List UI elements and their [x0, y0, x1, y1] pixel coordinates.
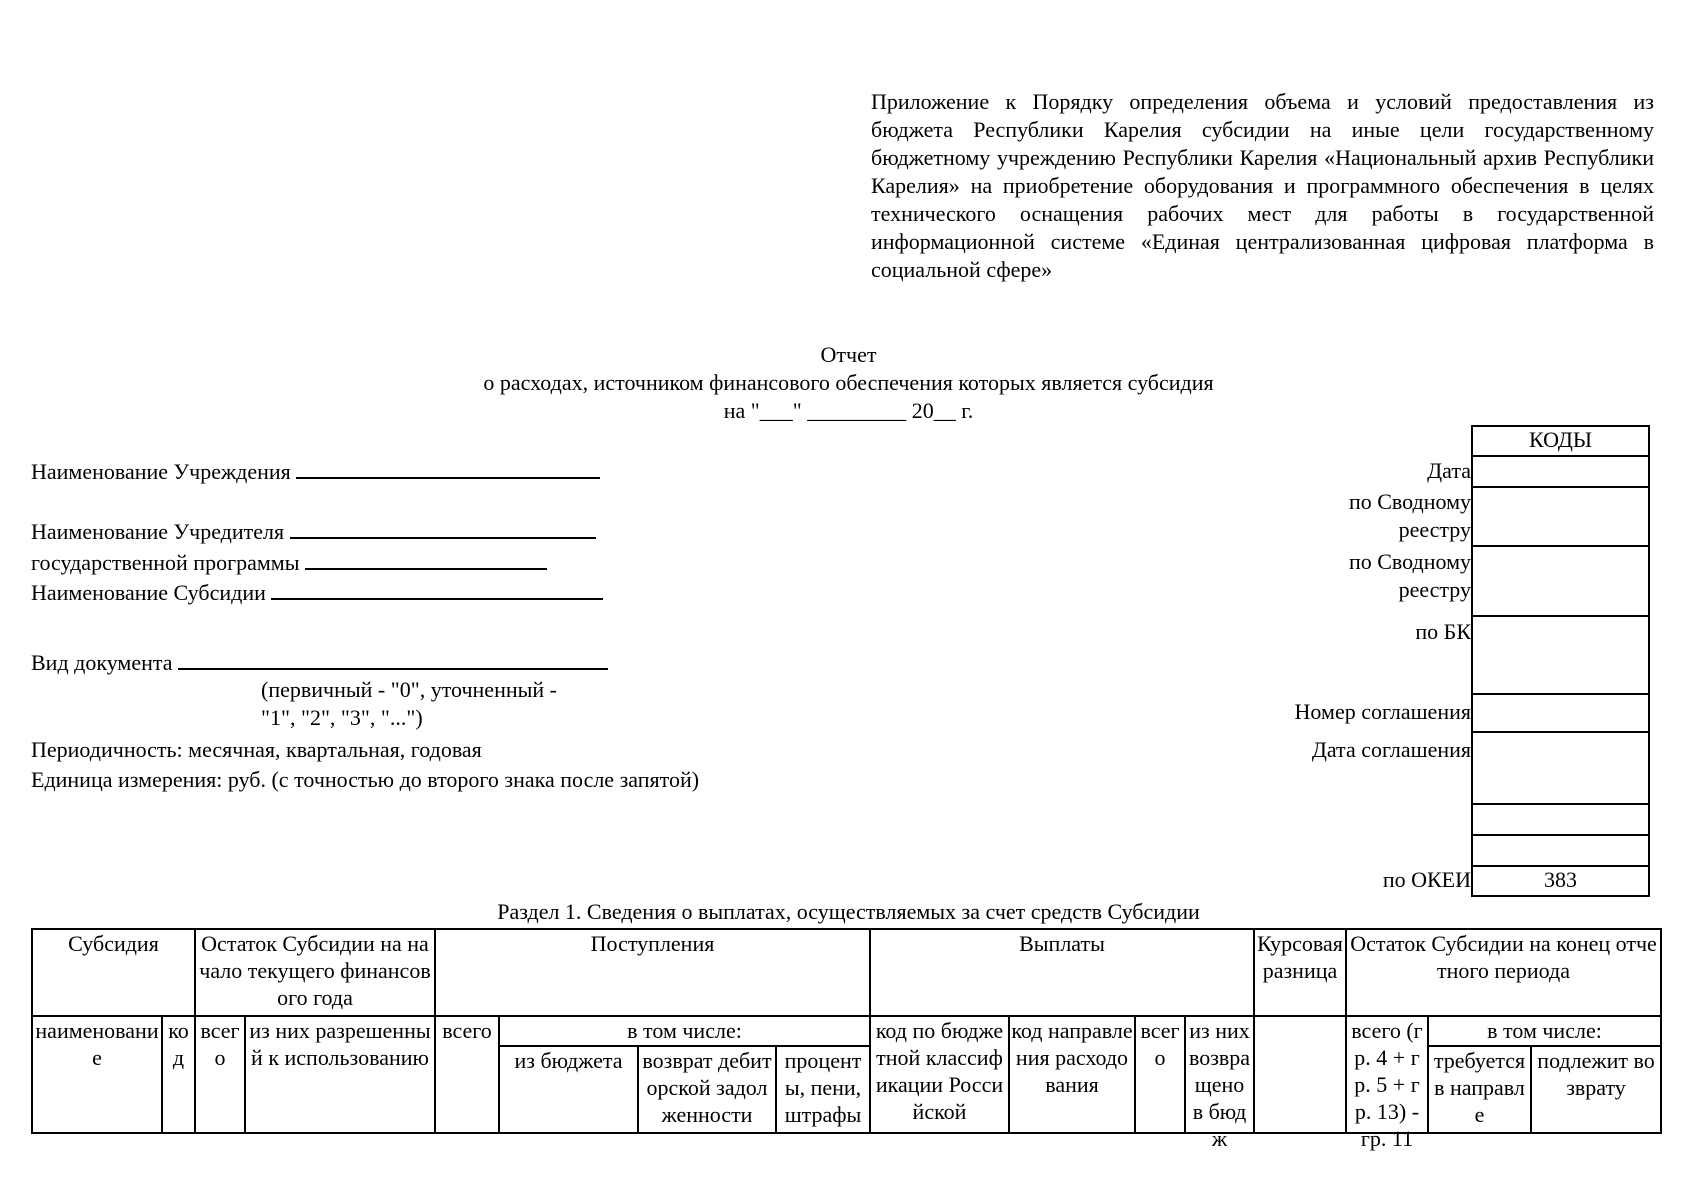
label-date: Дата: [1427, 458, 1471, 483]
code-cell-agreement-no[interactable]: [1471, 693, 1650, 733]
report-title-line3: на "___" _________ 20__ г.: [723, 398, 974, 423]
code-cell-registry-1[interactable]: [1471, 486, 1650, 547]
th-payments: [870, 929, 1254, 1016]
code-cell-extra-1[interactable]: [1471, 803, 1650, 836]
th-required: [1428, 1046, 1531, 1133]
th-end-including: [1428, 1016, 1661, 1046]
th-bk-code-text: код по бюджетной классификации Российской: [875, 1018, 1004, 1124]
label-registry-1b: реестру: [1398, 517, 1471, 542]
th-pay-total: [1135, 1016, 1185, 1133]
code-cell-extra-2[interactable]: [1471, 834, 1650, 867]
th-end-including-text: в том числе:: [1487, 1018, 1602, 1043]
field-institution: [31, 457, 600, 486]
th-receipts: [435, 929, 870, 1016]
th-returned-text: из них возвращено в бюдж: [1188, 1018, 1251, 1151]
th-total-text: всего: [200, 1018, 240, 1070]
code-cell-agreement-date[interactable]: [1471, 731, 1650, 805]
th-to-return: [1531, 1046, 1661, 1133]
th-interest-text: проценты, пени, штрафы: [784, 1048, 862, 1127]
field-institution-label: Наименование Учреждения: [31, 459, 291, 484]
th-subsidy: [32, 929, 195, 1016]
th-from-budget-text: из бюджета: [514, 1048, 623, 1073]
section1-table: [31, 928, 1662, 1151]
th-direction-text: код направления расходования: [1011, 1018, 1133, 1097]
th-rec-total: [435, 1016, 499, 1133]
th-subsidy-text: Субсидия: [68, 931, 159, 956]
code-cell-okei: 383: [1471, 865, 1650, 897]
th-including-text: в том числе:: [627, 1018, 742, 1043]
code-cell-registry-2[interactable]: [1471, 545, 1650, 617]
label-okei: по ОКЕИ: [1382, 867, 1471, 892]
th-direction: [1009, 1016, 1135, 1133]
th-balance-start-text: Остаток Субсидии на начало текущего финансового года: [199, 931, 431, 1010]
field-subsidy: [31, 578, 603, 607]
field-founder-line[interactable]: [290, 517, 596, 539]
report-title: [0, 341, 1697, 425]
th-rec-total-text: всего: [442, 1018, 492, 1043]
report-title-line1: Отчет: [820, 342, 877, 367]
th-exchange-text: Курсовая разница: [1257, 931, 1343, 983]
label-registry-2a: по Сводному: [1348, 549, 1471, 574]
th-including: [499, 1016, 870, 1046]
doc-type-hint-2: "1", "2", "3", "..."): [261, 705, 423, 730]
codes-header: КОДЫ: [1471, 425, 1650, 457]
th-receipts-text: Поступления: [590, 931, 715, 956]
th-total: [195, 1016, 245, 1133]
th-pay-total-text: всего: [1140, 1018, 1180, 1070]
th-balance-start: [195, 929, 435, 1016]
code-cell-date[interactable]: [1471, 455, 1650, 488]
doc-type-hint-1: (первичный - "0", уточненный -: [261, 677, 557, 702]
field-program-line[interactable]: [305, 548, 547, 570]
annex-text: Приложение к Порядку определения объема и условий предоставления из бюджета Республики Карелия субсидии на иные цели государственному бюджетному учреждению Республики Карелия «Национальный архив Республики Карелия» на приобретение оборудования и программного обеспечения в целях технического оснащения рабочих мест для работы в государственной информационной системе «Единая централизованная цифровая платформа в социальной сфере»: [871, 89, 1654, 282]
th-returned: [1185, 1016, 1254, 1151]
th-exchange: [1254, 929, 1346, 1016]
th-payments-text: Выплаты: [1019, 931, 1105, 956]
th-name-text: наименование: [35, 1018, 159, 1070]
field-periodicity: Периодичность: месячная, квартальная, годовая: [31, 737, 482, 762]
th-code-text: код: [168, 1018, 189, 1070]
th-required-text: требуется в направле: [1433, 1048, 1526, 1127]
th-bk-code: [870, 1016, 1009, 1133]
field-founder-label: Наименование Учредителя: [31, 519, 285, 544]
label-registry-1a: по Сводному: [1348, 489, 1471, 514]
th-from-budget: [499, 1046, 638, 1133]
th-allowed-text: из них разрешенный к использованию: [249, 1018, 431, 1070]
label-registry-2b: реестру: [1398, 577, 1471, 602]
field-unit: Единица измерения: руб. (с точностью до второго знака после запятой): [31, 767, 700, 792]
field-program-label: государственной программы: [31, 550, 300, 575]
field-doc-type-label: Вид документа: [31, 650, 173, 675]
code-cell-bk[interactable]: [1471, 615, 1650, 695]
th-debt-return-text: возврат дебиторской задолженности: [642, 1048, 772, 1127]
th-end-total: [1346, 1016, 1428, 1151]
th-debt-return: [638, 1046, 776, 1133]
th-balance-end-text: Остаток Субсидии на конец отчетного периода: [1350, 931, 1657, 983]
label-bk: по БК: [1415, 619, 1471, 644]
field-founder: [31, 517, 596, 546]
section1-title: Раздел 1. Сведения о выплатах, осуществляемых за счет средств Субсидии: [497, 899, 1200, 924]
th-exchange-col: [1254, 1016, 1346, 1133]
th-end-total-text: всего (гр. 4 + гр. 5 + гр. 13) - гр. 11: [1351, 1018, 1423, 1151]
label-agreement-date: Дата соглашения: [1311, 737, 1471, 762]
field-program: [31, 548, 547, 577]
field-subsidy-label: Наименование Субсидии: [31, 580, 266, 605]
th-to-return-text: подлежит возврату: [1537, 1048, 1655, 1100]
th-name: [32, 1016, 162, 1133]
field-subsidy-line[interactable]: [271, 578, 603, 600]
field-doc-type-line[interactable]: [178, 648, 608, 670]
th-interest: [776, 1046, 870, 1133]
field-institution-line[interactable]: [296, 457, 600, 479]
report-title-line2: о расходах, источником финансового обеспечения которых является субсидия: [483, 370, 1214, 395]
field-doc-type: [31, 648, 608, 677]
th-allowed: [245, 1016, 435, 1133]
label-agreement-no: Номер соглашения: [1294, 699, 1471, 724]
th-balance-end: [1346, 929, 1661, 1016]
th-code: [162, 1016, 195, 1133]
